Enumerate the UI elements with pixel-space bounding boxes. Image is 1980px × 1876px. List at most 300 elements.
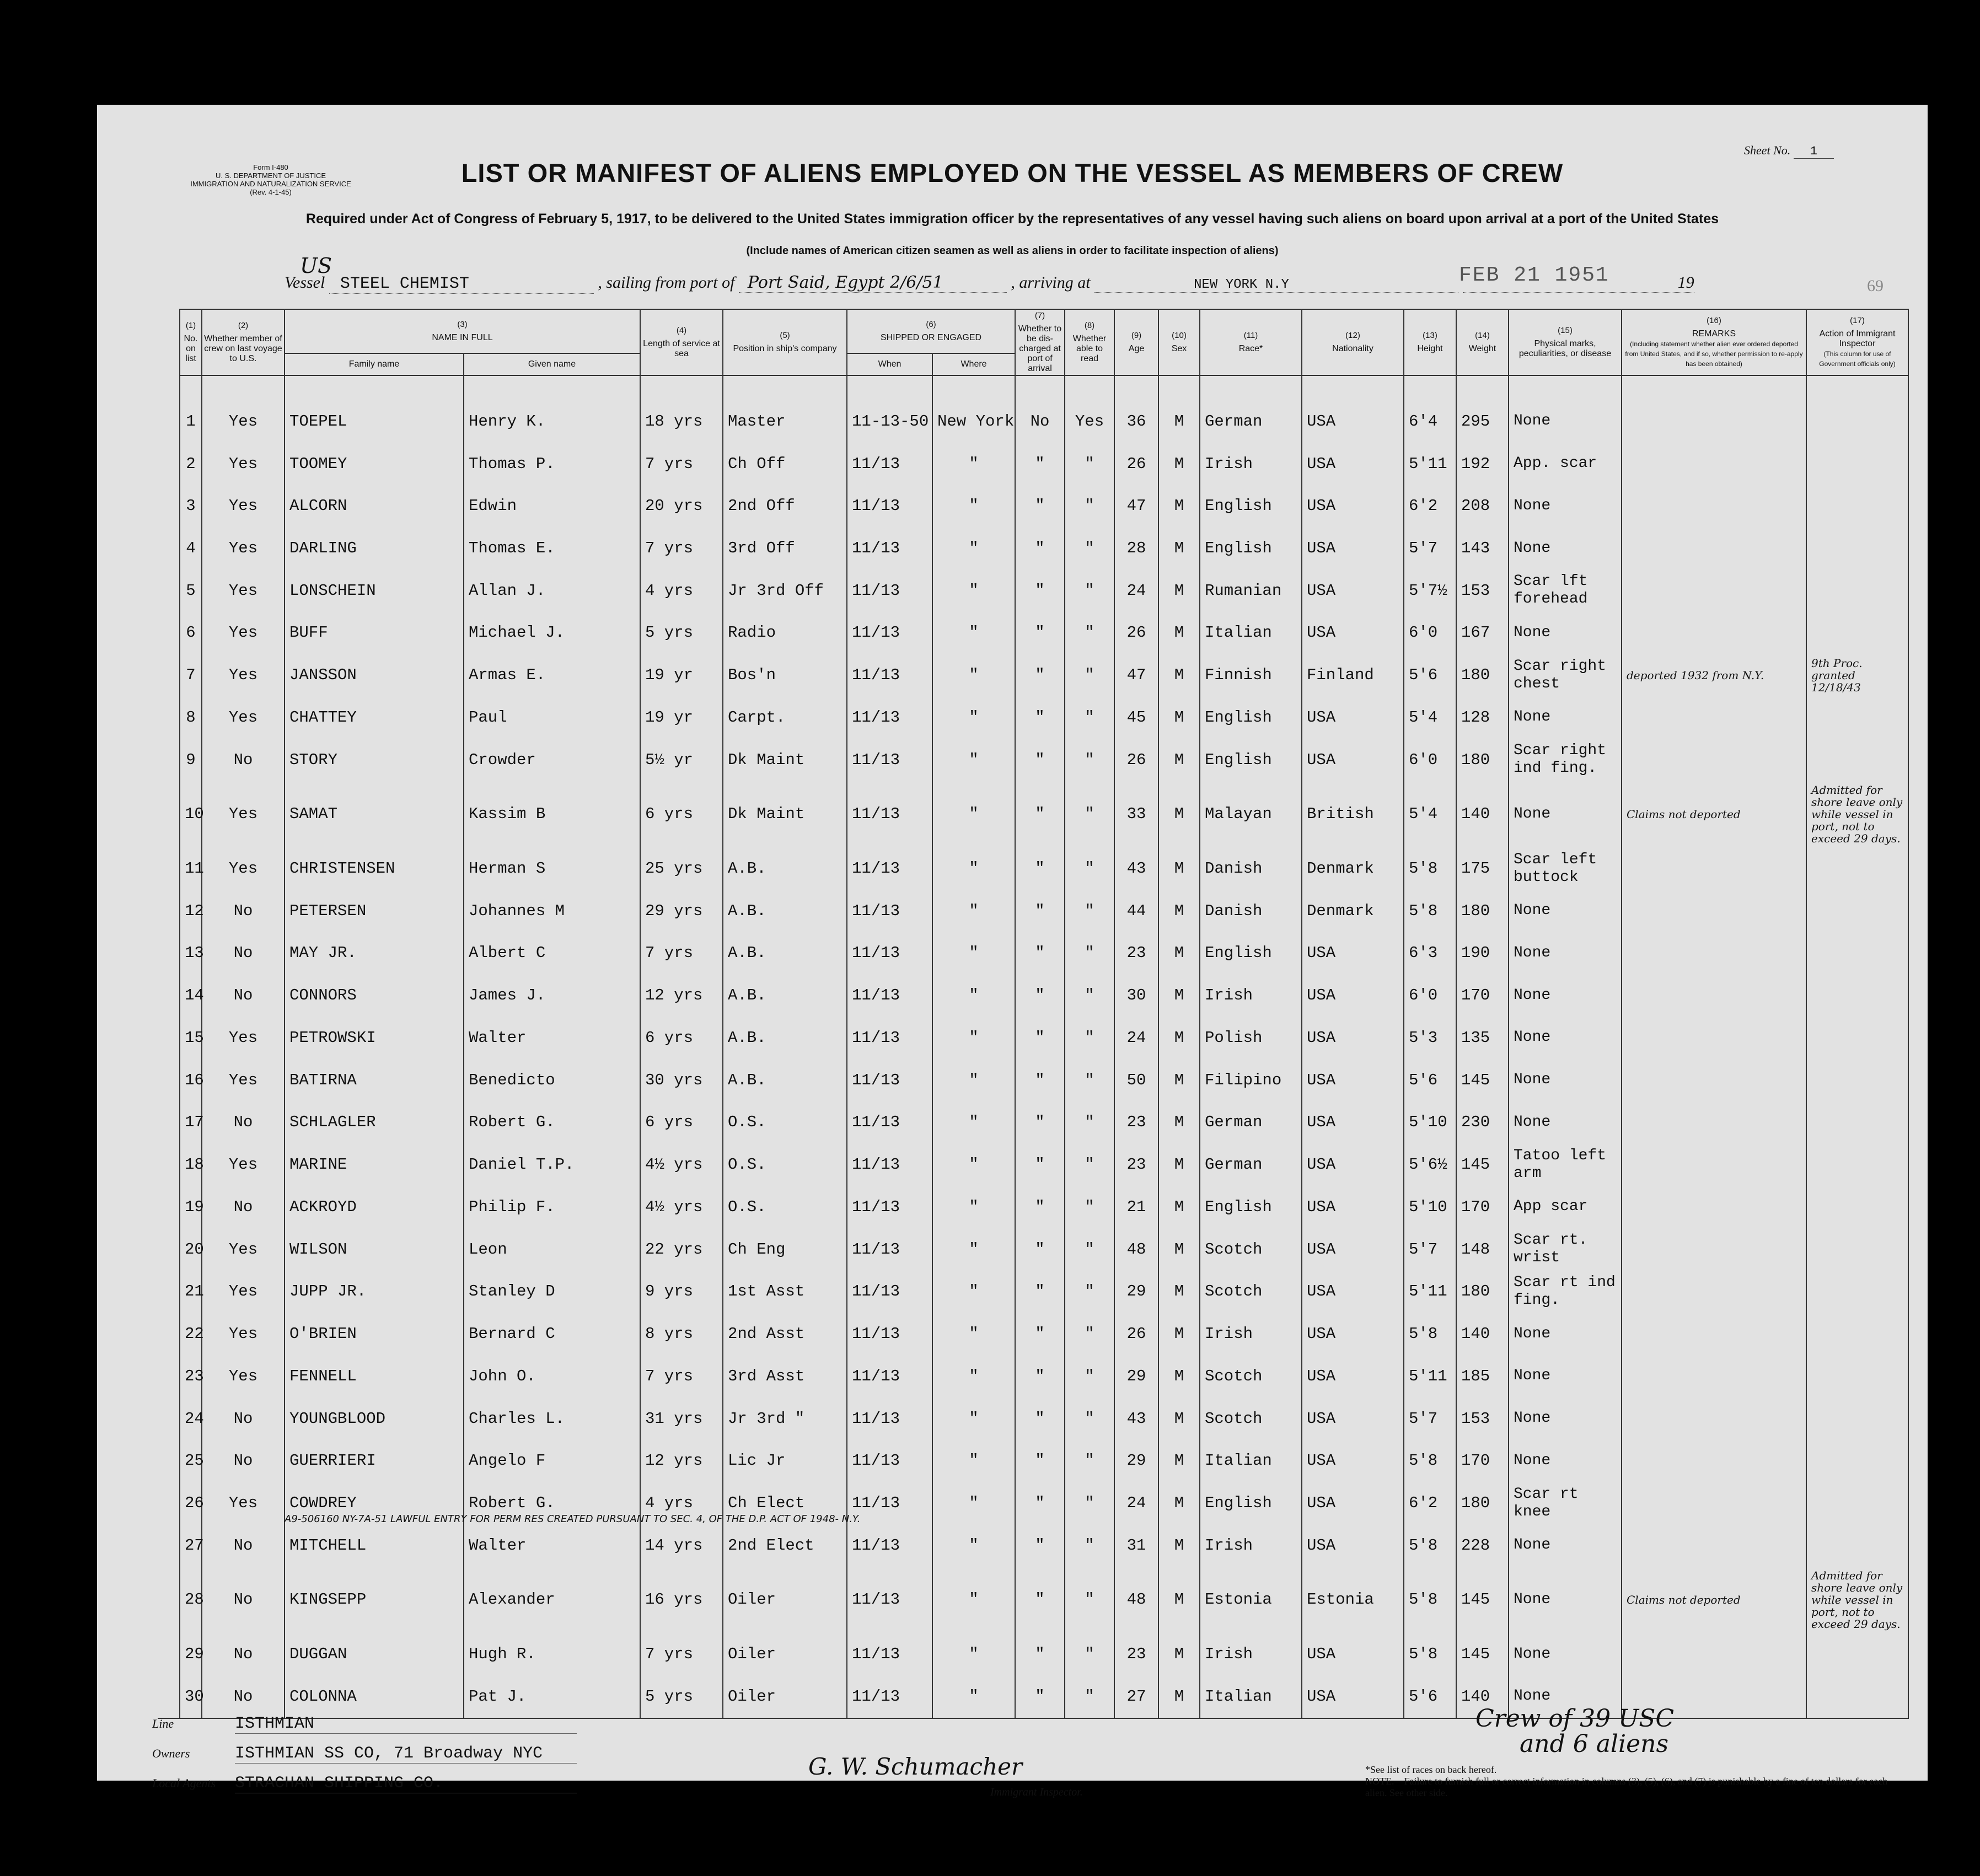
row-margin — [158, 1355, 180, 1397]
cell-height: 5'11 — [1404, 443, 1456, 485]
cell-service: 7 yrs — [640, 527, 723, 569]
cell-last: No — [202, 1567, 285, 1633]
cell-last: No — [202, 974, 285, 1017]
cell-last: No — [202, 739, 285, 781]
cell-no: 12 — [180, 890, 202, 932]
cell-last: No — [202, 890, 285, 932]
cell-when: 11/13 — [847, 1270, 932, 1313]
cell-race: Scotch — [1200, 1397, 1302, 1440]
cell-physical: Scar rt. wrist — [1509, 1228, 1622, 1271]
cell-when: 11/13 — [847, 1059, 932, 1101]
cell-when: 11/13 — [847, 1313, 932, 1355]
cell-service: 4 yrs — [640, 1482, 723, 1524]
cell-action — [1806, 1633, 1908, 1675]
cell-when: 11/13 — [847, 974, 932, 1017]
cell-remarks — [1622, 739, 1806, 781]
cell-last: Yes — [202, 1482, 285, 1524]
cell-age: 48 — [1114, 1228, 1158, 1271]
cell-position: Oiler — [723, 1675, 847, 1718]
cell-discharged: " — [1015, 696, 1065, 739]
cell-age: 29 — [1114, 1355, 1158, 1397]
cell-no: 16 — [180, 1059, 202, 1101]
cell-family: TOEPEL — [285, 400, 464, 443]
cell-where: " — [932, 847, 1015, 890]
cell-weight: 180 — [1456, 654, 1509, 696]
cell-family: CHATTEY — [285, 696, 464, 739]
cell-position: Jr 3rd " — [723, 1397, 847, 1440]
cell-no: 27 — [180, 1524, 202, 1567]
cell-height: 5'10 — [1404, 1101, 1456, 1144]
cell-when: 11/13 — [847, 1482, 932, 1524]
cell-height: 5'8 — [1404, 847, 1456, 890]
row-margin — [158, 1397, 180, 1440]
cell-discharged: " — [1015, 1355, 1065, 1397]
cell-sex: M — [1158, 1524, 1200, 1567]
cell-given: Benedicto — [464, 1059, 640, 1101]
cell-when: 11/13 — [847, 696, 932, 739]
signature-label: Immigrant Inspector. — [990, 1786, 1083, 1798]
crew-table — [158, 309, 1909, 1719]
row-margin — [158, 847, 180, 890]
col-header-service: (4) Length of service at sea — [640, 309, 723, 375]
cell-action — [1806, 1143, 1908, 1186]
cell-physical: None — [1509, 1524, 1622, 1567]
cell-where: " — [932, 1017, 1015, 1059]
cell-discharged: " — [1015, 485, 1065, 527]
cell-given: Allan J. — [464, 569, 640, 612]
cell-given: Walter — [464, 1017, 640, 1059]
row-margin — [158, 612, 180, 654]
cell-age: 36 — [1114, 400, 1158, 443]
cell-position: Bos'n — [723, 654, 847, 696]
cell-when: 11/13 — [847, 1675, 932, 1718]
cell-given: Johannes M — [464, 890, 640, 932]
cell-remarks — [1622, 1143, 1806, 1186]
row-margin — [158, 485, 180, 527]
col-header-given-name: Given name — [464, 353, 640, 375]
cell-weight: 208 — [1456, 485, 1509, 527]
table-row — [158, 654, 1908, 696]
cell-age: 31 — [1114, 1524, 1158, 1567]
footnote: *See list of races on back hereof. NOTE.—Failure to furnish full or correct information in columns (3), (5), (6), and (7) is punishable by a fine of ten dollars for each alien. See other side. — [1365, 1764, 1888, 1798]
cell-where: " — [932, 1101, 1015, 1144]
cell-sex: M — [1158, 932, 1200, 975]
cell-given: Albert C — [464, 932, 640, 975]
cell-remarks — [1622, 443, 1806, 485]
cell-service: 6 yrs — [640, 781, 723, 848]
col-header-nationality: (12) Nationality — [1302, 309, 1404, 375]
table-row — [158, 1313, 1908, 1355]
cell-read: Yes — [1065, 400, 1114, 443]
cell-family: CONNORS — [285, 974, 464, 1017]
cell-service: 6 yrs — [640, 1101, 723, 1144]
cell-nationality: Denmark — [1302, 847, 1404, 890]
table-row — [158, 1355, 1908, 1397]
cell-physical: None — [1509, 932, 1622, 975]
cell-when: 11/13 — [847, 781, 932, 848]
cell-weight: 145 — [1456, 1567, 1509, 1633]
cell-remarks — [1622, 612, 1806, 654]
cell-sex: M — [1158, 1313, 1200, 1355]
cell-read: " — [1065, 654, 1114, 696]
cell-nationality: USA — [1302, 485, 1404, 527]
cell-physical: Scar right ind fing. — [1509, 739, 1622, 781]
cell-when: 11/13 — [847, 1439, 932, 1482]
cell-weight: 185 — [1456, 1355, 1509, 1397]
page-number: 69 — [1867, 277, 1884, 295]
cell-no: 15 — [180, 1017, 202, 1059]
col-header-shipped: (6) SHIPPED OR ENGAGED — [847, 309, 1015, 353]
cell-action — [1806, 612, 1908, 654]
cell-weight: 170 — [1456, 974, 1509, 1017]
cell-when: 11/13 — [847, 847, 932, 890]
cell-when: 11/13 — [847, 890, 932, 932]
cell-last: Yes — [202, 654, 285, 696]
cell-action — [1806, 1270, 1908, 1313]
cell-family: PETROWSKI — [285, 1017, 464, 1059]
cell-family: KINGSEPP — [285, 1567, 464, 1633]
cell-physical: None — [1509, 1633, 1622, 1675]
cell-where: " — [932, 1524, 1015, 1567]
cell-when: 11/13 — [847, 1101, 932, 1144]
cell-family: FENNELL — [285, 1355, 464, 1397]
cell-read: " — [1065, 612, 1114, 654]
cell-family: JANSSON — [285, 654, 464, 696]
cell-age: 47 — [1114, 485, 1158, 527]
cell-remarks — [1622, 1017, 1806, 1059]
cell-weight: 180 — [1456, 1482, 1509, 1524]
row-margin — [158, 654, 180, 696]
cell-action — [1806, 890, 1908, 932]
cell-age: 43 — [1114, 1397, 1158, 1440]
cell-where: " — [932, 1397, 1015, 1440]
cell-when: 11/13 — [847, 1355, 932, 1397]
cell-no: 19 — [180, 1186, 202, 1228]
cell-where: " — [932, 1143, 1015, 1186]
cell-action — [1806, 739, 1908, 781]
cell-action — [1806, 932, 1908, 975]
cell-sex: M — [1158, 654, 1200, 696]
table-row — [158, 1101, 1908, 1144]
cell-sex: M — [1158, 1439, 1200, 1482]
cell-service: 19 yr — [640, 654, 723, 696]
table-row — [158, 443, 1908, 485]
cell-race: Irish — [1200, 443, 1302, 485]
col-header-where: Where — [932, 353, 1015, 375]
cell-discharged: " — [1015, 974, 1065, 1017]
cell-where: " — [932, 890, 1015, 932]
cell-nationality: USA — [1302, 1059, 1404, 1101]
cell-service: 4 yrs — [640, 569, 723, 612]
cell-position: A.B. — [723, 890, 847, 932]
cell-sex: M — [1158, 739, 1200, 781]
department: U. S. DEPARTMENT OF JUSTICE — [215, 171, 326, 180]
cell-where: " — [932, 696, 1015, 739]
cell-read: " — [1065, 1482, 1114, 1524]
cell-where: " — [932, 974, 1015, 1017]
cell-given: Henry K. — [464, 400, 640, 443]
cell-last: Yes — [202, 1313, 285, 1355]
row-margin — [158, 1228, 180, 1271]
cell-when: 11/13 — [847, 739, 932, 781]
cell-physical: None — [1509, 1439, 1622, 1482]
cell-race: Irish — [1200, 1313, 1302, 1355]
table-row — [158, 1567, 1908, 1633]
cell-family: PETERSEN — [285, 890, 464, 932]
inspector-signature: G. W. Schumacher — [808, 1753, 1023, 1780]
cell-race: English — [1200, 696, 1302, 739]
cell-action — [1806, 1482, 1908, 1524]
cell-nationality: USA — [1302, 696, 1404, 739]
table-row — [158, 1186, 1908, 1228]
cell-position: Carpt. — [723, 696, 847, 739]
cell-last: Yes — [202, 443, 285, 485]
cell-height: 6'2 — [1404, 1482, 1456, 1524]
cell-weight: 140 — [1456, 1313, 1509, 1355]
col-header-weight: (14) Weight — [1456, 309, 1509, 375]
cell-age: 21 — [1114, 1186, 1158, 1228]
cell-where: " — [932, 781, 1015, 848]
cell-race: Rumanian — [1200, 569, 1302, 612]
cell-sex: M — [1158, 485, 1200, 527]
cell-nationality: Estonia — [1302, 1567, 1404, 1633]
cell-position: 3rd Off — [723, 527, 847, 569]
page-title: LIST OR MANIFEST OF ALIENS EMPLOYED ON THE VESSEL AS MEMBERS OF CREW — [461, 158, 1564, 187]
cell-race: Scotch — [1200, 1355, 1302, 1397]
cell-no: 1 — [180, 400, 202, 443]
cell-age: 23 — [1114, 1101, 1158, 1144]
cell-no: 24 — [180, 1397, 202, 1440]
cell-position: Master — [723, 400, 847, 443]
cell-read: " — [1065, 1439, 1114, 1482]
cell-race: English — [1200, 527, 1302, 569]
cell-read: " — [1065, 1567, 1114, 1633]
cell-service: 30 yrs — [640, 1059, 723, 1101]
cell-action — [1806, 1186, 1908, 1228]
col-header-read: (8) Whether able to read — [1065, 309, 1114, 375]
cell-family: DARLING — [285, 527, 464, 569]
cell-sex: M — [1158, 612, 1200, 654]
cell-height: 5'7 — [1404, 527, 1456, 569]
cell-discharged: " — [1015, 1101, 1065, 1144]
cell-race: Danish — [1200, 847, 1302, 890]
cell-position: O.S. — [723, 1101, 847, 1144]
cell-sex: M — [1158, 1355, 1200, 1397]
cell-nationality: USA — [1302, 1228, 1404, 1271]
cell-weight: 135 — [1456, 1017, 1509, 1059]
cell-physical: None — [1509, 612, 1622, 654]
cell-age: 48 — [1114, 1567, 1158, 1633]
cell-read: " — [1065, 1143, 1114, 1186]
cell-position: A.B. — [723, 1017, 847, 1059]
cell-given: Walter — [464, 1524, 640, 1567]
cell-height: 5'7 — [1404, 1397, 1456, 1440]
cell-read: " — [1065, 1270, 1114, 1313]
cell-age: 26 — [1114, 443, 1158, 485]
row-margin — [158, 1186, 180, 1228]
cell-no: 17 — [180, 1101, 202, 1144]
cell-height: 5'3 — [1404, 1017, 1456, 1059]
cell-family: ALCORN — [285, 485, 464, 527]
cell-position: Jr 3rd Off — [723, 569, 847, 612]
table-row — [158, 1439, 1908, 1482]
cell-physical: None — [1509, 890, 1622, 932]
cell-last: Yes — [202, 569, 285, 612]
cell-no: 9 — [180, 739, 202, 781]
cell-service: 9 yrs — [640, 1270, 723, 1313]
table-row — [158, 1059, 1908, 1101]
cell-service: 22 yrs — [640, 1228, 723, 1271]
cell-action: Admitted for shore leave only while vessel in port, not to exceed 29 days. — [1806, 1567, 1908, 1633]
cell-no: 8 — [180, 696, 202, 739]
cell-family: SAMAT — [285, 781, 464, 848]
cell-last: Yes — [202, 485, 285, 527]
cell-discharged: " — [1015, 932, 1065, 975]
cell-family: JUPP JR. — [285, 1270, 464, 1313]
cell-physical: None — [1509, 781, 1622, 848]
cell-sex: M — [1158, 696, 1200, 739]
cell-height: 5'11 — [1404, 1355, 1456, 1397]
table-row — [158, 400, 1908, 443]
cell-family: MITCHELL — [285, 1524, 464, 1567]
cell-where: " — [932, 1228, 1015, 1271]
cell-sex: M — [1158, 1397, 1200, 1440]
cell-action — [1806, 1675, 1908, 1718]
cell-given: Stanley D — [464, 1270, 640, 1313]
cell-read: " — [1065, 1017, 1114, 1059]
cell-race: Italian — [1200, 1675, 1302, 1718]
cell-no: 23 — [180, 1355, 202, 1397]
cell-height: 5'8 — [1404, 1524, 1456, 1567]
cell-nationality: USA — [1302, 1482, 1404, 1524]
row-margin — [158, 1675, 180, 1718]
cell-read: " — [1065, 932, 1114, 975]
cell-family: LONSCHEIN — [285, 569, 464, 612]
cell-action — [1806, 1439, 1908, 1482]
cell-read: " — [1065, 443, 1114, 485]
cell-age: 23 — [1114, 932, 1158, 975]
vessel-name: STEEL CHEMIST — [329, 275, 594, 294]
cell-remarks — [1622, 1270, 1806, 1313]
cell-when: 11/13 — [847, 527, 932, 569]
cell-remarks — [1622, 1439, 1806, 1482]
cell-discharged: " — [1015, 612, 1065, 654]
cell-service: 16 yrs — [640, 1567, 723, 1633]
cell-physical: None — [1509, 1355, 1622, 1397]
cell-position: Ch Elect — [723, 1482, 847, 1524]
cell-age: 47 — [1114, 654, 1158, 696]
cell-given: Armas E. — [464, 654, 640, 696]
cell-height: 5'6½ — [1404, 1143, 1456, 1186]
cell-when: 11/13 — [847, 443, 932, 485]
manifest-sheet: Form I-480 U. S. DEPARTMENT OF JUSTICE IMMIGRATION AND NATURALIZATION SERVICE (Rev. 4-1-45) Sheet No. 1 LIST OR MANIFEST OF ALIENS EMPLOYED ON THE VESSEL AS MEMBERS OF CREW Required under Act of Congress of February 5, 1917, to be delivered to the United States immigration officer by the representatives of any vessel having such aliens on board upon arrival at a port of the United States (Include names of American citizen seamen as well as aliens in order to facilitate inspection of aliens) US Vessel STEEL CHEMIST , sailing from port of Port Said, Egypt 2/6/51 , arriving at NEW YORK N.Y 19 FEB 21 1951 69 (1) No. on list (2) Whether member of crew on last voyage to U.S. (3) NAME IN FULL (4) Length of service at sea (5) Position in ship's company (6) SHIPPED OR ENGAGED (7) Whether to be dis-charged at port of arrival (8) Whether able to read (9) Age (10) Sex (11) Race* (12) Nationality (13) Height (14) Weight (15) Physical marks, peculiarities, or disease (16) REMARKS (Including statement whether alien ever ordered deported from United States, and if so, whether permission to re-apply has been obtained) (17) Action of Immigrant Inspector (This column for use of Government officials only) Family name Given name When Where 1 Yes TOEPEL Henry K. 18 yrs Master 11-13-50 New York No Yes 36 M German USA 6'4 295 None 2 Yes TOOMEY Thomas P. 7 yrs Ch Off 11/13 " " " 26 M Irish USA 5'11 192 App. scar 3 Yes ALCORN Edwin 20 yrs 2nd Off 11/13 " " " 47 M English USA 6'2 208 None 4 Yes DARLING Thomas E. 7 yrs 3rd Off 11/13 " " " 28 M English USA 5'7 143 None 5 Yes LONSCHEIN Allan J. 4 yrs Jr 3rd Off 11/13 " " " 24 M Rumanian USA 5'7½ 153 Scar lft forehead 6 Yes BUFF Michael J. 5 yrs Radio 11/13 " " " 26 M Italian USA 6'0 167 None 7 Yes JANSSON Armas E. 19 yr Bos'n 11/13 " " " 47 M Finnish Finland 5'6 180 Scar right chest deported 1932 from N.Y. 9th Proc. granted 12/18/43 8 Yes CHATTEY Paul 19 yr Carpt. 11/13 " " " 45 M English USA 5'4 128 None 9 No STORY Crowder 5½ yr Dk Maint 11/13 " " " 26 M English USA 6'0 180 Scar right ind fing. 10 Yes SAMAT Kassim B 6 yrs Dk Maint 11/13 " " " 33 M Malayan British 5'4 140 None Claims not deported Admitted for shore leave only while vessel in port, not to exceed 29 days. 11 Yes CHRISTENSEN Herman S 25 yrs A.B. 11/13 " " " 43 M Danish Denmark 5'8 175 Scar left buttock 12 No PETERSEN Johannes M 29 yrs A.B. 11/13 " " " 44 M Danish Denmark 5'8 180 None 13 No MAY JR. Albert C 7 yrs A.B. 11/13 " " " 23 M English USA 6'3 190 None 14 No CONNORS James J. 12 yrs A.B. 11/13 " " " 30 M Irish USA 6'0 170 None 15 Yes PETROWSKI Walter 6 yrs A.B. 11/13 " " " 24 M Polish USA 5'3 135 None 16 Yes BATIRNA Benedicto 30 yrs A.B. 11/13 " " " 50 M Filipino USA 5'6 145 None 17 No SCHLAGLER Robert G. 6 yrs O.S. 11/13 " " " 23 M German USA 5'10 230 None 18 Yes MARINE Daniel T.P. 4½ yrs O.S. 11/13 " " " 23 M German USA 5'6½ 145 Tatoo left arm 19 No ACKROYD Philip F. 4½ yrs O.S. 11/13 " " " 21 M English USA 5'10 170 App scar 20 Yes WILSON Leon 22 yrs Ch Eng 11/13 " " " 48 M Scotch USA 5'7 148 Scar rt. wrist 21 Yes JUPP JR. Stanley D 9 yrs 1st Asst 11/13 " " " 29 M Scotch USA 5'11 180 Scar rt ind fing. 22 Yes O'BRIEN Bernard C 8 yrs 2nd Asst 11/13 " " " 26 M Irish USA 5'8 140 None 23 Yes FENNELL John O. 7 yrs 3rd Asst 11/13 " " " 29 M Scotch USA 5'11 185 None 24 No YOUNGBLOOD Charles L. 31 yrs Jr 3rd " 11/13 " " " 43 M Scotch USA 5'7 153 None 25 No GUERRIERI Angelo F 12 yrs Lic Jr 11/13 " " " 29 M Italian USA 5'8 170 None 26 Yes COWDREY Robert G. 4 yrs Ch Elect 11/13 " " " 24 M English USA 6'2 180 Scar rt knee 27 No MITCHELL Walter 14 yrs 2nd Elect 11/13 " " " 31 M Irish USA 5'8 228 None 28 No KINGSEPP Alexander 16 yrs Oiler 11/13 " " " 48 M Estonia Estonia 5'8 145 None Claims not deported Admitted for shore leave only while vessel in port, not to exceed 29 days. 29 No DUGGAN Hugh R. 7 yrs Oiler 11/13 " " " 23 M Irish USA 5'8 145 None 30 No COLONNA Pat J. 5 yrs Oiler 11/13 " " " 27 M Italian USA 5'6 140 None A9-506160 NY-7A-51 LAWFUL ENTRY FOR PERM RES CREATED PURSUANT TO SEC. 4, OF THE D.P. ACT OF 1948- N.Y. Line ISTHMIAN Owners ISTHMIAN SS CO, 71 Broadway NYC Local Agents STRACHAN SHIPPING CO. G. W. Schumacher Immigrant Inspector. Crew of 39 USC and 6 aliens *See list of races on back hereof. NOTE.—Failure to furnish full or correct information in columns (3), (5), (6), and (7) is punishable by a fine of ten dollars for each alien. See other side. — [97, 105, 1928, 1781]
cell-height: 6'4 — [1404, 400, 1456, 443]
row-margin — [158, 696, 180, 739]
cell-age: 43 — [1114, 847, 1158, 890]
cell-position: Oiler — [723, 1567, 847, 1633]
cell-sex: M — [1158, 1101, 1200, 1144]
cell-sex: M — [1158, 527, 1200, 569]
table-header — [158, 309, 1908, 375]
cell-remarks — [1622, 527, 1806, 569]
row-margin — [158, 527, 180, 569]
line-value: ISTHMIAN — [235, 1714, 577, 1734]
cell-remarks — [1622, 1101, 1806, 1144]
form-number: Form I-480 — [253, 163, 288, 171]
cell-when: 11-13-50 — [847, 400, 932, 443]
cell-weight: 167 — [1456, 612, 1509, 654]
cell-physical: None — [1509, 1675, 1622, 1718]
cell-service: 12 yrs — [640, 974, 723, 1017]
table-row — [158, 527, 1908, 569]
cell-last: Yes — [202, 1059, 285, 1101]
cell-discharged: " — [1015, 1143, 1065, 1186]
cell-remarks — [1622, 847, 1806, 890]
cell-nationality: USA — [1302, 1397, 1404, 1440]
col-header-action: (17) Action of Immigrant Inspector (This column for use of Government officials only) — [1806, 309, 1908, 375]
cell-race: English — [1200, 1186, 1302, 1228]
cell-family: MAY JR. — [285, 932, 464, 975]
cell-service: 8 yrs — [640, 1313, 723, 1355]
table-row — [158, 890, 1908, 932]
cell-physical: App. scar — [1509, 443, 1622, 485]
sheet-number: Sheet No. 1 — [1744, 143, 1834, 158]
cell-action — [1806, 1524, 1908, 1567]
cell-age: 26 — [1114, 1313, 1158, 1355]
cell-last: Yes — [202, 1228, 285, 1271]
cell-no: 28 — [180, 1567, 202, 1633]
cell-no: 30 — [180, 1675, 202, 1718]
cell-race: English — [1200, 739, 1302, 781]
col-header-last-voyage: (2) Whether member of crew on last voyage to U.S. — [202, 309, 285, 375]
cell-no: 18 — [180, 1143, 202, 1186]
cell-where: " — [932, 1633, 1015, 1675]
cell-age: 29 — [1114, 1439, 1158, 1482]
cell-remarks — [1622, 890, 1806, 932]
cell-position: O.S. — [723, 1186, 847, 1228]
cell-service: 6 yrs — [640, 1017, 723, 1059]
row-margin — [158, 890, 180, 932]
cell-given: Robert G. — [464, 1101, 640, 1144]
row-margin — [158, 1101, 180, 1144]
owners-value: ISTHMIAN SS CO, 71 Broadway NYC — [235, 1744, 577, 1764]
cell-race: Irish — [1200, 974, 1302, 1017]
cell-when: 11/13 — [847, 1567, 932, 1633]
cell-race: Irish — [1200, 1524, 1302, 1567]
cell-nationality: USA — [1302, 1524, 1404, 1567]
cell-given: Leon — [464, 1228, 640, 1271]
cell-no: 6 — [180, 612, 202, 654]
row-margin — [158, 569, 180, 612]
cell-service: 25 yrs — [640, 847, 723, 890]
cell-where: " — [932, 1313, 1015, 1355]
row-margin — [158, 1059, 180, 1101]
cell-family: GUERRIERI — [285, 1439, 464, 1482]
cell-height: 6'3 — [1404, 932, 1456, 975]
cell-read: " — [1065, 1059, 1114, 1101]
cell-family: CHRISTENSEN — [285, 847, 464, 890]
col-header-height: (13) Height — [1404, 309, 1456, 375]
cell-action — [1806, 847, 1908, 890]
sailing-from: Port Said, Egypt 2/6/51 — [739, 273, 1007, 293]
cell-discharged: " — [1015, 1397, 1065, 1440]
cell-position: 1st Asst — [723, 1270, 847, 1313]
cell-height: 6'0 — [1404, 739, 1456, 781]
cell-remarks — [1622, 1397, 1806, 1440]
row-margin — [158, 1313, 180, 1355]
row-margin — [158, 443, 180, 485]
cell-race: Scotch — [1200, 1270, 1302, 1313]
